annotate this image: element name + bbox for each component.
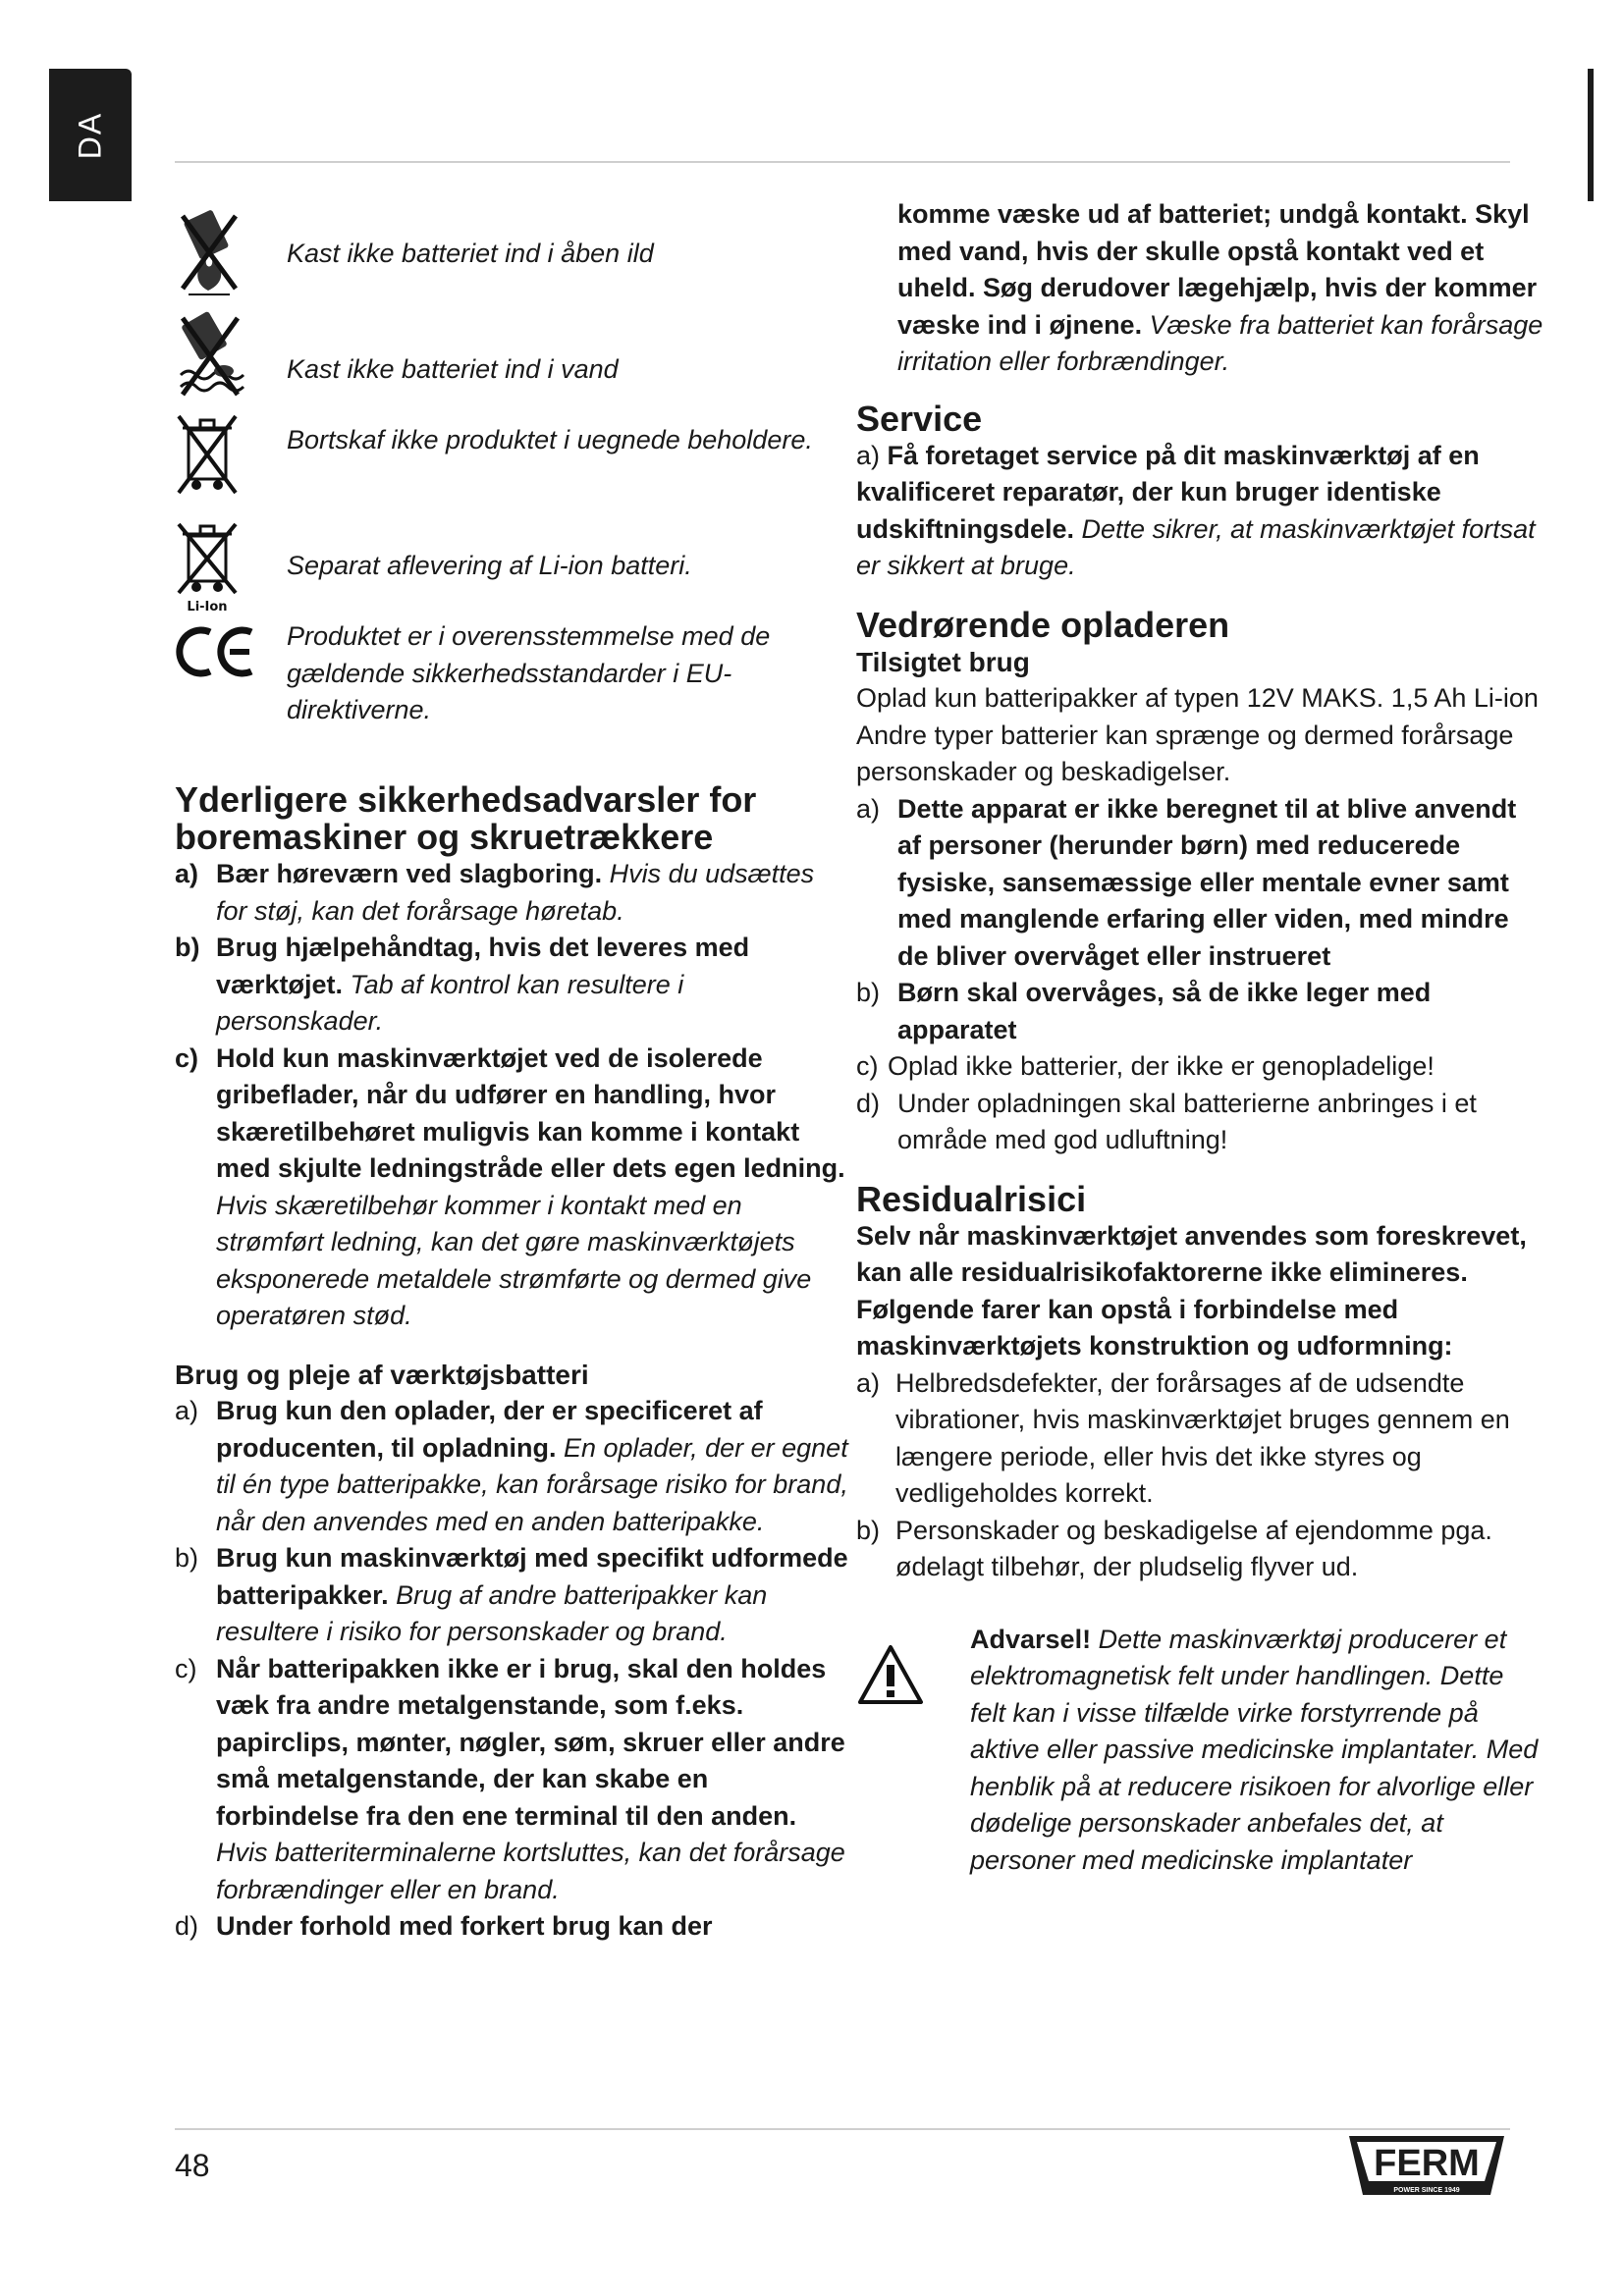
crossed-bin-icon (175, 412, 240, 497)
charger-subheading: Tilsigtet brug (856, 646, 1030, 677)
continued-italic: Væske fra batteriet kan forårsage irritation eller forbrændinger. (897, 309, 1543, 376)
item-label: c) (175, 1042, 199, 1073)
service-heading: Service (856, 398, 983, 439)
page-number: 48 (175, 2148, 210, 2183)
list-item (175, 1393, 852, 1540)
list-item (856, 1365, 1543, 1513)
item-italic: En oplader, der er egnet til én type batteripakke, kan forårsage risiko for brand, når den anvendes med en anden batteripakke. (216, 1432, 848, 1536)
symbol-row (175, 618, 852, 756)
item-italic: Hvis batteriterminalerne kortsluttes, kan det forårsage forbrændinger eller en brand. (216, 1838, 845, 1904)
item-label: b) (856, 1515, 881, 1545)
item-label: d) (856, 1088, 881, 1118)
list-item (856, 1513, 1543, 1586)
symbol-text: Produktet er i overensstemmelse med de gældende sikkerhedsstandarder i EU-direktiverne. (287, 621, 771, 724)
symbol-row (175, 410, 852, 516)
warning-box (856, 1622, 1543, 1880)
item-text: Oplad ikke batterier, der ikke er genopladelige! (888, 1051, 1435, 1081)
service-text (856, 438, 1543, 585)
service-label: a) (856, 440, 888, 470)
item-italic: Tab af kontrol kan resultere i personskader. (216, 969, 684, 1036)
li-ion-label: Li-Ion (187, 600, 228, 614)
item-text: Helbredsdefekter, der forårsages af de udsendte vibrationer, hvis maskinværktøjet bruges gennem en længere periode, eller hvis det ikke styres og vedligeholdes korrekt. (895, 1367, 1510, 1508)
residual-intro: Selv når maskinværktøjet anvendes som foreskrevet, kan alle residualrisikofaktorerne ikke elimineres. Følgende farer kan opstå i forbindelse med maskinværktøjets konstruktion og udformning: (856, 1220, 1527, 1361)
item-label: c) (175, 1653, 197, 1683)
item-label: a) (856, 793, 881, 824)
symbol-row (175, 196, 852, 304)
item-label: b) (175, 1543, 199, 1573)
item-label: a) (175, 1396, 199, 1425)
warning-italic: Dette maskinværktøj producerer et elektromagnetisk felt under handlingen. Dette felt kan i visse tilfælde virke forstyrrende på aktive eller passive medicinske implantater. Med henblik på at reducere risikoen for alvorlige eller dødelige personskader anbefales det, at personer med medicinske implantater (970, 1624, 1539, 1875)
warning-triangle-icon (856, 1643, 925, 1706)
item-italic: Brug af andre batteripakker kan resultere i risiko for personskader og brand. (216, 1579, 768, 1646)
symbol-text: Kast ikke batteriet ind i vand (287, 354, 619, 384)
list-item (856, 791, 1543, 976)
list-item (856, 1086, 1543, 1159)
symbol-text: Bortskaf ikke produktet i uegnede beholdere. (287, 425, 813, 454)
item-bold: Brug kun den oplader, der er specificeret af producenten, til opladning. (216, 1396, 763, 1463)
list-item (175, 856, 852, 930)
symbol-row (175, 304, 852, 410)
list-item (175, 1651, 852, 1909)
charger-intro: Oplad kun batteripakker af typen 12V MAKS. 1,5 Ah Li-ion Andre typer batterier kan sprænge og dermed forårsage personskader og beskadigelser. (856, 683, 1539, 786)
residual-heading: Residualrisici (856, 1178, 1087, 1219)
item-italic: Hvis skæretilbehør kommer i kontakt med en strømført ledning, kan det gøre maskinværktøjets eksponerede metaldele strømførte og dermed give operatøren stød. (216, 1190, 812, 1330)
item-bold: Bær høreværn ved slagboring. (216, 859, 603, 888)
charger-heading: Vedrørende opladeren (856, 604, 1230, 645)
continued-bold: komme væske ud af batteriet; undgå kontakt. Skyl med vand, hvis der skulle opstå kontakt ved et uheld. Søg derudover lægehjælp, hvis der kommer væske ind i øjnene. (897, 199, 1538, 340)
item-bold: Hold kun maskinværktøjet ved de isolerede gribeflader, når du udfører en handling, hvor skæretilbehøret muligvis kan komme i kontakt med skjulte ledningstråde eller dets egen ledning. (216, 1042, 845, 1183)
item-text: Under opladningen skal batterierne anbringes i et område med god udluftning! (897, 1088, 1477, 1154)
list-item (175, 930, 852, 1041)
item-bold: Når batteripakken ikke er i brug, skal den holdes væk fra andre metalgenstande, som f.eks. papirclips, mønter, nøgler, søm, skruer eller andre små metalgenstande, der kan skabe en forbindelse fra den ene terminal til den anden. (216, 1653, 845, 1831)
logo-tagline: POWER SINCE 1949 (1393, 2187, 1460, 2194)
item-bold: Brug hjælpehåndtag, hvis det leveres med værktøjet. (216, 933, 750, 999)
item-bold: Under forhold med forkert brug kan der (216, 1911, 713, 1941)
no-water-icon (175, 310, 245, 400)
symbol-text: Kast ikke batteriet ind i åben ild (287, 239, 654, 268)
list-item (175, 1540, 852, 1651)
item-label: b) (175, 933, 200, 962)
item-italic: Hvis du udsættes for støj, kan det forårsage høretab. (216, 859, 815, 926)
symbol-row (175, 516, 852, 618)
ce-mark-icon (175, 626, 255, 677)
margin-bar (1588, 69, 1594, 201)
warning-bold: Advarsel! (970, 1624, 1092, 1654)
item-bold: Brug kun maskinværktøj med specifikt udformede batteripakker. (216, 1543, 848, 1610)
battery-heading: Brug og pleje af værktøjsbatteri (175, 1359, 589, 1390)
list-item (175, 1908, 852, 1946)
service-bold: Få foretaget service på dit maskinværktøj af en kvalificeret reparatør, der kun bruger identiske udskiftningsdele. (856, 440, 1480, 544)
logo-name: FERM (1374, 2143, 1480, 2184)
battery-continued (856, 196, 1543, 381)
left-column (175, 196, 852, 1946)
language-tab (49, 69, 132, 201)
item-label: a) (175, 859, 199, 888)
item-label: b) (856, 978, 881, 1007)
symbol-text: Separat aflevering af Li-ion batteri. (287, 551, 692, 580)
ferm-logo (1345, 2132, 1508, 2199)
item-label: c) (856, 1051, 879, 1081)
item-label: d) (175, 1911, 199, 1941)
list-item (856, 1048, 1543, 1086)
item-text: Børn skal overvåges, så de ikke leger med apparatet (897, 978, 1432, 1044)
right-column (856, 196, 1543, 1879)
header-rule (175, 161, 1510, 163)
language-code: DA (72, 111, 108, 159)
item-label: a) (856, 1367, 881, 1398)
item-text: Personskader og beskadigelse af ejendomme pga. ødelagt tilbehør, der pludselig flyver ud. (895, 1515, 1492, 1581)
list-item (175, 1041, 852, 1335)
footer-rule (175, 2128, 1510, 2130)
warning-text (970, 1622, 1543, 1880)
item-text: Dette apparat er ikke beregnet til at blive anvendt af personer (herunder børn) med reducerede fysiske, sansemæssige eller mentale evner samt med manglende erfaring eller viden, med mindre de bliver overvåget eller instrueret (897, 793, 1517, 971)
drills-heading: Yderligere sikkerhedsadvarsler for boremaskiner og skruetrækkere (175, 779, 757, 857)
service-italic: Dette sikrer, at maskinværktøjet fortsat er sikkert at bruge. (856, 513, 1536, 580)
no-fire-icon (175, 208, 244, 296)
li-ion-bin-icon (175, 522, 240, 614)
list-item (856, 975, 1543, 1048)
